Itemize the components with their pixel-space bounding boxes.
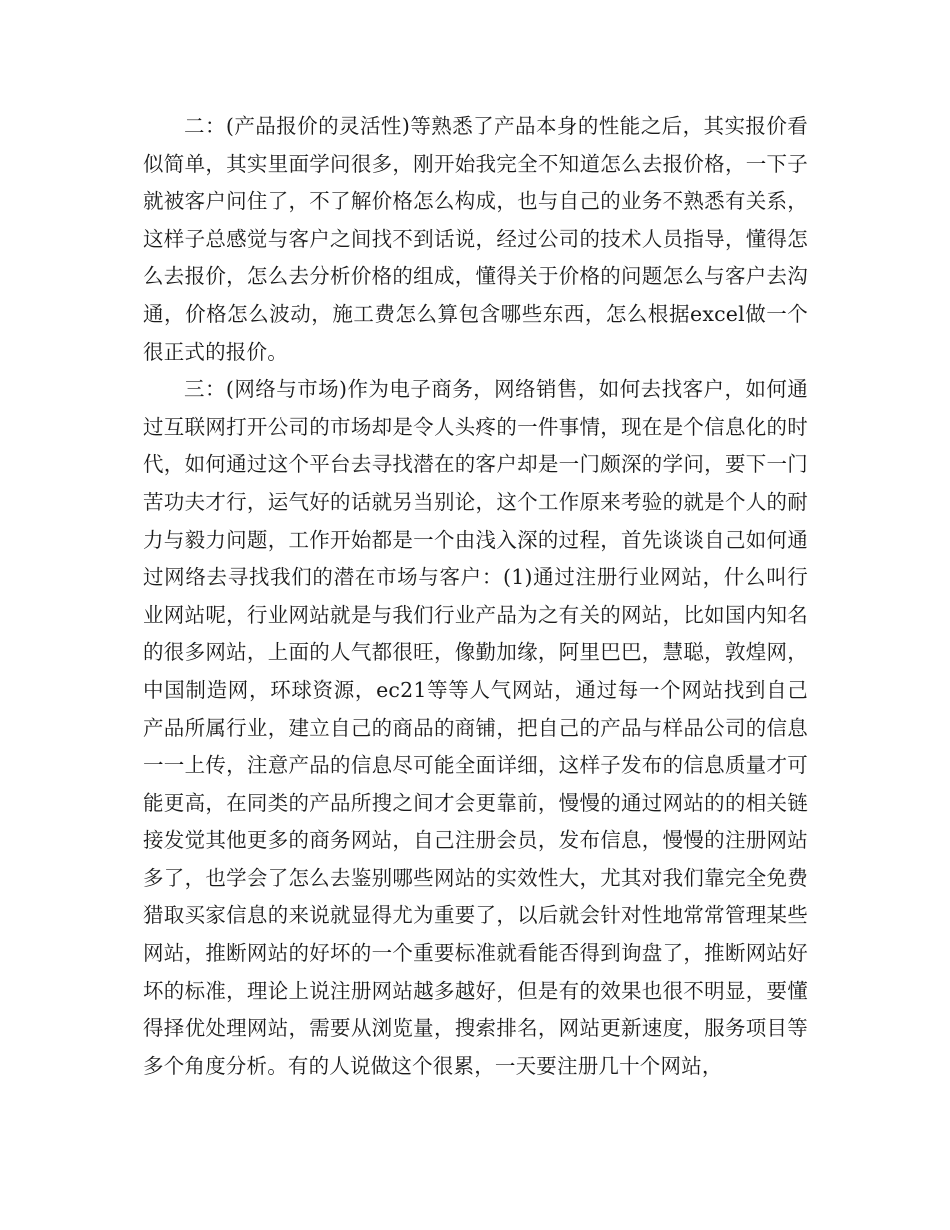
paragraph-network-and-market: 三：(网络与市场)作为电子商务，网络销售，如何去找客户，如何通过互联网打开公司的市场却是令人头疼的一件事情，现在是个信息化的时代，如何通过这个平台去寻找潜在的客户却是一门颇深的学问，要下一门苦功夫才行，运气好的话就另当别论，这个工作原来考验的就是个人的耐力与毅力问题，工作开始都是一个由浅入深的过程，首先谈谈自己如何通过网络去寻找我们的潜在市场与客户：(1)通过注册行业网站，什么叫行业网站呢，行业网站就是与我们行业产品为之有关的网站，比如国内知名的很多网站，上面的人气都很旺，像勤加缘，阿里巴巴，慧聪，敦煌网，中国制造网，环球资源，ec21等等人气网站，通过每一个网站找到自己产品所属行业，建立自己的商品的商铺，把自己的产品与样品公司的信息一一上传，注意产品的信息尽可能全面详细，这样子发布的信息质量才可能更高，在同类的产品所搜之间才会更靠前，慢慢的通过网站的的相关链接发觉其他更多的商务网站，自己注册会员，发布信息，慢慢的注册网站多了，也学会了怎么去鉴别哪些网站的实效性大，尤其对我们靠完全免费猎取买家信息的来说就显得尤为重要了，以后就会针对性地常常管理某些网站，推断网站的好坏的一个重要标准就看能否得到询盘了，推断网站好坏的标准，理论上说注册网站越多越好，但是有的效果也很不明显，要懂得择优处理网站，需要从浏览量，搜索排名，网站更新速度，服务项目等多个角度分析。有的人说做这个很累，一天要注册几十个网站， <box>143 377 808 1078</box>
paragraph-pricing-flexibility: 二：(产品报价的灵活性)等熟悉了产品本身的性能之后，其实报价看似简单，其实里面学问很多，刚开始我完全不知道怎么去报价格，一下子就被客户问住了，不了解价格怎么构成，也与自己的业务不熟悉有关系，这样子总感觉与客户之间找不到话说，经过公司的技术人员指导，懂得怎么去报价，怎么去分析价格的组成，懂得关于价格的问题怎么与客户去沟通，价格怎么波动，施工费怎么算包含哪些东西，怎么根据excel做一个很正式的报价。 <box>143 114 808 364</box>
document-body <box>143 108 808 1085</box>
